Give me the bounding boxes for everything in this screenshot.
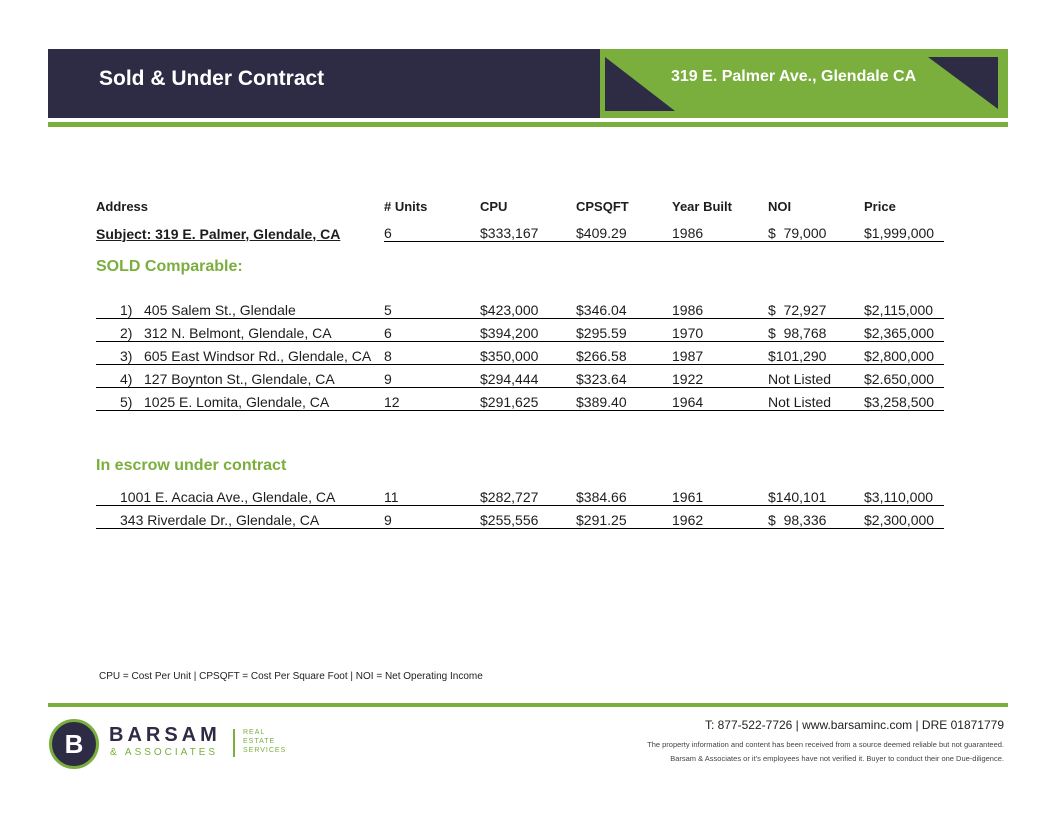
logo-tagline: REAL ESTATE SERVICES [243,729,287,754]
row-year: 1987 [672,342,768,365]
row-noi: $ 98,768 [768,319,864,342]
table-row [96,342,944,365]
row-price: $2,300,000 [864,506,944,529]
page-header [48,49,1008,118]
row-price: $2,115,000 [864,296,944,319]
subject-price: $1,999,000 [864,214,944,242]
sold-section-row [96,242,944,289]
row-price: $3,258,500 [864,388,944,411]
row-price: $3,110,000 [864,483,944,506]
row-address: 605 East Windsor Rd., Glendale, CA [144,348,372,364]
property-address: 319 E. Palmer Ave., Glendale CA [671,68,917,85]
row-noi: Not Listed [768,365,864,388]
table-header-row [96,192,944,214]
disclaimer-line: Barsam & Associates or it’s employees have not verified it. Buyer to conduct their one Due-diligence. [670,754,1004,763]
escrow-heading: In escrow under contract [96,457,287,474]
row-units: 9 [384,365,480,388]
row-cpu: $291,625 [480,388,576,411]
row-number: 4) [120,371,133,387]
row-units: 8 [384,342,480,365]
logo-icon [49,719,99,769]
row-units: 5 [384,296,480,319]
footer-rule [48,703,1008,707]
row-cpsqft: $266.58 [576,342,672,365]
table-row [96,506,944,529]
header-rule [48,122,1008,127]
row-cpsqft: $389.40 [576,388,672,411]
column-header: CPSQFT [576,199,629,214]
row-cpsqft: $384.66 [576,483,672,506]
row-year: 1922 [672,365,768,388]
column-header: # Units [384,199,428,214]
column-header: Address [96,199,149,214]
table-row [96,296,944,319]
column-header: CPU [480,199,508,214]
row-units: 9 [384,506,480,529]
row-address: 1001 E. Acacia Ave., Glendale, CA [96,483,384,506]
row-units: 12 [384,388,480,411]
logo-subtitle: & ASSOCIATES [110,747,219,758]
row-noi: $140,101 [768,483,864,506]
subject-noi: $ 79,000 [768,214,864,242]
logo-letter: B [64,729,84,759]
sold-heading: SOLD Comparable: [96,258,243,275]
row-cpu: $255,556 [480,506,576,529]
row-cpu: $350,000 [480,342,576,365]
page-title: Sold & Under Contract [99,67,325,90]
disclaimer-line: The property information and content has been received from a source deemed reliable but not guaranteed. [647,740,1004,749]
row-address: 1025 E. Lomita, Glendale, CA [144,394,330,410]
header-address-panel [600,49,1008,118]
row-cpsqft: $323.64 [576,365,672,388]
row-price: $2,800,000 [864,342,944,365]
subject-address: Subject: 319 E. Palmer, Glendale, CA [96,225,341,242]
row-cpsqft: $295.59 [576,319,672,342]
abbreviation-legend: CPU = Cost Per Unit | CPSQFT = Cost Per Square Foot | NOI = Net Operating Income [99,671,483,682]
row-price: $2,365,000 [864,319,944,342]
column-header: NOI [768,199,792,214]
logo-divider [233,729,235,757]
row-cpu: $282,727 [480,483,576,506]
subject-year: 1986 [672,214,768,242]
row-address: 405 Salem St., Glendale [144,302,296,318]
row-year: 1970 [672,319,768,342]
disclaimer [647,738,1004,766]
subject-cpu: $333,167 [480,214,576,242]
row-address: 312 N. Belmont, Glendale, CA [144,325,332,341]
row-units: 6 [384,319,480,342]
left-triangle-decoration [605,57,675,111]
table-row [96,319,944,342]
row-number: 1) [120,302,133,318]
column-header: Price [864,199,896,214]
right-triangle-decoration [928,57,998,109]
table-row [96,365,944,388]
row-year: 1961 [672,483,768,506]
row-number: 2) [120,325,133,341]
row-address: 127 Boynton St., Glendale, CA [144,371,335,387]
row-noi: Not Listed [768,388,864,411]
row-price: $2.650,000 [864,365,944,388]
row-units: 11 [384,483,480,506]
row-cpsqft: $346.04 [576,296,672,319]
row-noi: $ 72,927 [768,296,864,319]
row-year: 1986 [672,296,768,319]
row-cpu: $294,444 [480,365,576,388]
row-cpu: $394,200 [480,319,576,342]
row-noi: $101,290 [768,342,864,365]
row-year: 1962 [672,506,768,529]
row-address: 343 Riverdale Dr., Glendale, CA [96,506,384,529]
subject-cpsqft: $409.29 [576,214,672,242]
row-number: 5) [120,394,133,410]
row-year: 1964 [672,388,768,411]
subject-units: 6 [384,214,480,242]
row-cpsqft: $291.25 [576,506,672,529]
logo-name: BARSAM [109,724,221,746]
escrow-section-row [96,427,944,483]
row-cpu: $423,000 [480,296,576,319]
column-header: Year Built [672,199,732,214]
table-row [96,483,944,506]
row-noi: $ 98,336 [768,506,864,529]
row-number: 3) [120,348,133,364]
contact-info: T: 877-522-7726 | www.barsaminc.com | DRE 01871779 [704,718,1004,732]
table-row [96,388,944,411]
comparables-table [96,192,944,529]
subject-row [96,214,944,242]
